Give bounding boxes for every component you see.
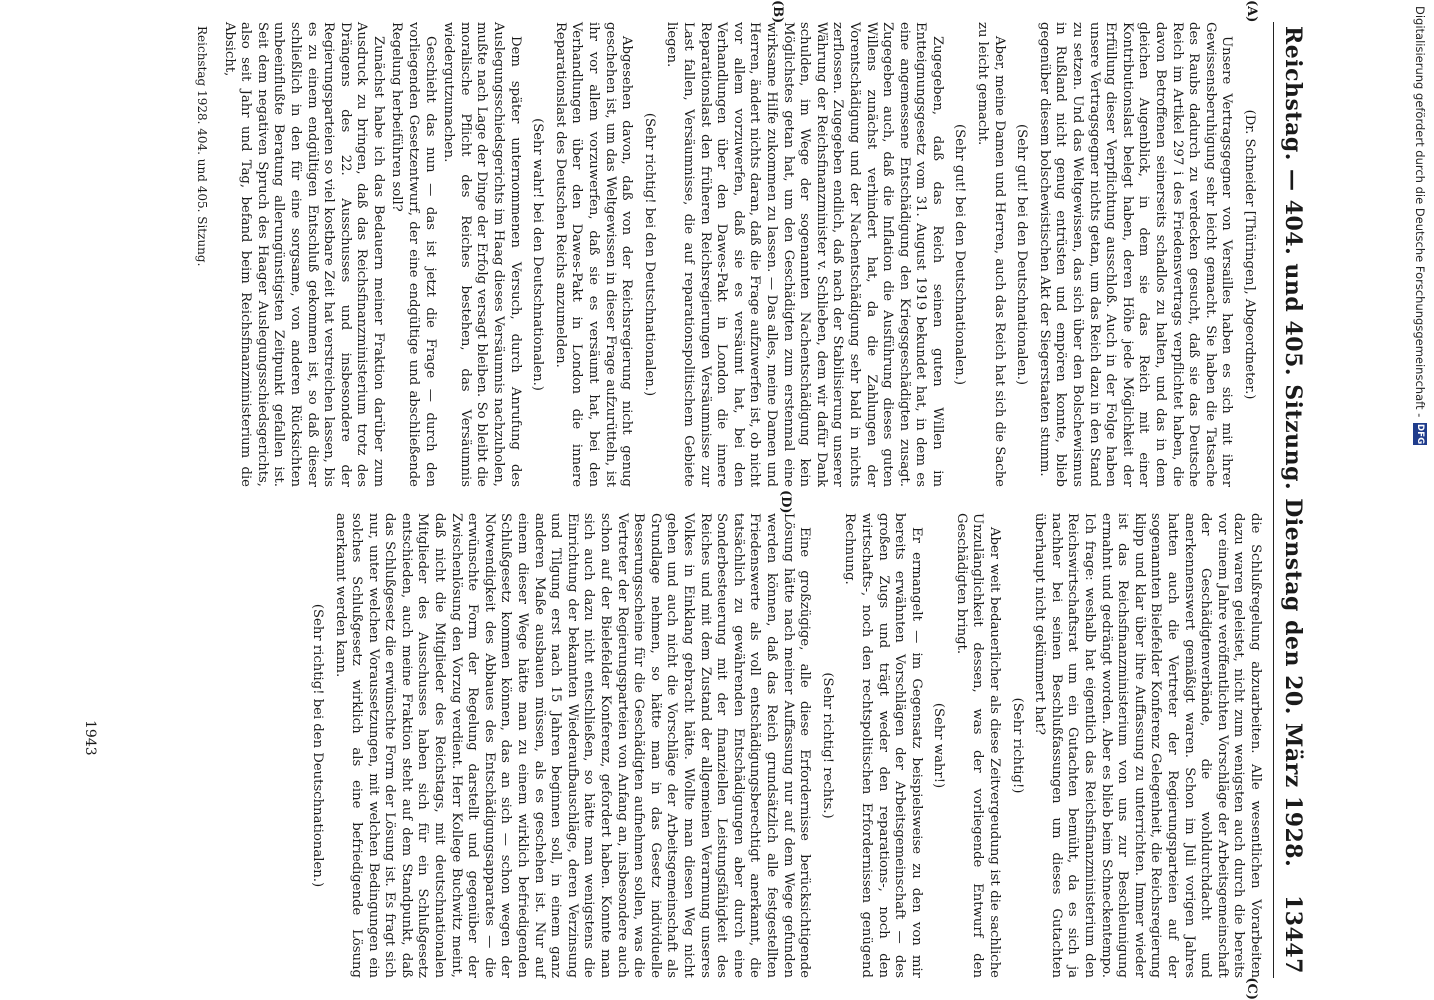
- dfg-logo-icon: DFG: [1415, 424, 1425, 445]
- margin-mark-c: (C): [1244, 977, 1259, 1000]
- page-number: 13447: [1280, 894, 1306, 974]
- interjection: (Sehr wahr! bei den Deutschnationalen.): [530, 118, 546, 391]
- paragraph: Abgesehen davon, daß von der Reichsregierung nicht genug geschehen ist, um das Weltgewissen in dieser Frage aufzurütteln, ist ihr vor allem vorzuwerfen, daß sie es versäumt hat, bei den Verhandlungen über den Dawes-Pakt in London die innere Reparationslast des Deutschen Reichs anzumelden.: [552, 22, 635, 487]
- interjection: (Sehr richtig! bei den Deutschnationalen.): [309, 603, 325, 888]
- footer-session-line: Reichstag 1928. 404. und 405. Sitzung.: [194, 26, 209, 267]
- paragraph: Eine großzügige, alle diese Erfordernisse berücksichtigende Lösung hätte nach meiner Auffassung nur auf dem Wege gefunden werden können, daß das Reich grundsätzlich alle festgestellten Friedenswerte als voll entschädigungsberechtigt anerkannt, die tatsächlich zu gewährenden Entschädigungen aber durch eine Sonderbesteuerung mit der finanziellen Leistungsfähigkeit des Reiches und mit dem Zustand der allgemeinen Verarmung unseres Volkes in Einklang gebracht hätte. Wollte man diesen Weg nicht gehen und auch nicht die Vorschläge der Arbeitsgemeinschaft als Grundlage nehmen, so hätte man in das Gesetz individuelle Besserungsscheine für die Geschädigten aufnehmen sollen, was die Vertreter der Regierungsparteien von Anfang an, insbesondere auch schon auf der Bielefelder Konferenz, gefordert haben. Konnte man sich auch dazu nicht entschließen, so hätte man wenigstens die Einrichtung der bekannten Wiederaufbauschläge, deren Verzinsung und Tilgung erst nach 15 Jahren beginnen soll, in einem ganz anderen Maße ausbauen müssen, als es geschehen ist. Nur auf einem dieser Wege hätte man zu einem wirklich befriedigenden Schlußgesetz kommen können, das an sich — schon wegen der Notwendigkeit des Abbaues des Entschädigungsapparates — die erwünschte Form der Regelung darstellt und gegenüber der Zwischenlösung den Vorzug verdient. Herr Kollege Buchwitz meint, daß nicht die Mitglieder des Reichstags, mit deutschnationalen Mitglieder des Ausschusses haben sich für ein Schlußgesetz entschieden, auch meine Fraktion steht auf dem Standpunkt, daß das Schlußgesetz die erwünschte Form der Lösung ist. Es fragt sich nur, unter welchen Voraussetzungen, mit welchen Bedingungen ein solches Schlußgesetz wirklich als eine befriedigende Lösung anerkannt werden kann.: [332, 513, 813, 978]
- interjection: (Sehr richtig!): [1009, 697, 1025, 794]
- paragraph: Aber weit bedauerlicher als diese Zeitvergeudung ist die sachliche Unzulänglichkeit dessen, was der vorliegende Entwurf den Geschädigten bringt.: [953, 513, 1003, 978]
- margin-mark-b: (B): [770, 0, 785, 24]
- speaker-line: (Dr. Schneider [Thüringen], Abgeordneter.): [1242, 109, 1257, 400]
- paragraph: die Schlußregelung abzuarbeiten. Alle wesentlichen Vorarbeiten dazu waren geleistet, nicht zum wenigsten auch durch die bereits vor einem Jahre veröffentlichten Vorschläge der Arbeitsgemeinschaft der Geschädigtenverbände, die wohldurchdacht und anerkennenswert gemäßigt waren. Schon im Juli vorigen Jahres hatten auch die Vertreter der Regierungsparteien auf der sogenannten Bielefelder Konferenz Gelegenheit, die Reichsregierung klipp und klar über ihre Auffassung zu unterrichten. Immer wieder ist das Reichsfinanzministerium von uns zur Beschleunigung ermahnt und gedrängt worden. Aber es blieb beim Schneckentempo. Ich frage: weshalb hat eigentlich das Reichsfinanzministerium den Reichswirtschaftsrat um ein Gutachten bemüht, da es sich ja nachher bei seinen Beschlußfassungen um dieses Gutachten überhaupt nicht gekümmert hat?: [1032, 513, 1263, 978]
- paragraph: Dem später unternommenen Versuch, durch Anrufung des Auslegungsschiedsgerichts im Haag dieses Versäumnis nachzuholen, mußte nach Lage der Dinge der Erfolg versagt bleiben. So bleibt die moralische Pflicht des Reiches bestehen, das Versäumnis wiedergutzumachen.: [441, 22, 523, 487]
- interjection: (Sehr gut! bei den Deutschnationalen.): [1014, 123, 1030, 386]
- interjection: (Sehr gut! bei den Deutschnationalen.): [952, 123, 968, 386]
- margin-mark-a: (A): [1244, 0, 1259, 23]
- paragraph: Er ermangelt — im Gegensatz beispielsweise zu den von mir bereits erwähnten Vorschlägen der Arbeitsgemeinschaft — des großen Zugs und trägt weder den reparations-, noch den wirtschafts-, noch den rechtspolitischen Erfordernissen genügend Rechnung.: [842, 513, 924, 978]
- interjection: (Sehr richtig! rechts.): [819, 672, 835, 819]
- page-header-title: Reichstag. — 404. und 405. Sitzung. Dienstag den 20. März 1928.: [1280, 26, 1306, 868]
- paragraph: Aber, meine Damen und Herren, auch das Reich hat sich die Sache zu leicht gemacht.: [975, 22, 1007, 487]
- footer-page-number: 1943: [82, 720, 98, 756]
- digitization-credit: [1413, 6, 1427, 445]
- interjection: (Sehr wahr!): [931, 702, 947, 789]
- digitization-strip: [1403, 0, 1434, 1000]
- text-columns: [193, 0, 1263, 1000]
- interjection: (Sehr richtig! bei den Deutschnationalen.): [641, 112, 657, 397]
- paragraph: Zunächst habe ich das Bedauern meiner Fraktion darüber zum Ausdruck zu bringen, daß das Reichsfinanzministerium trotz des Drängens des 22. Ausschusses und insbesondere der Regierungsparteien so viel kostbare Zeit hat verstreichen lassen, bis es zu einem endgültigen Entschluß gekommen ist, so daß dieser schließlich in den für eine sorgsame, von anderen Rücksichten unbeeinflußte Beratung allerungünstigsten Zeitpunkt gefallen ist. Seit dem negativen Spruch des Haager Auslegungsschiedsgerichts, also seit Jahr und Tag, befand beim Reichsfinanzministerium die Absicht,: [221, 22, 386, 487]
- left-column: [193, 22, 1263, 487]
- margin-mark-d: (D): [778, 490, 793, 514]
- right-column: [193, 513, 1263, 978]
- digitization-credit-text: Digitalisierung gefördert durch die Deutsche Forschungsgemeinschaft -: [1413, 6, 1427, 418]
- paragraph: Geschieht das nun — das ist jetzt die Frage — durch den vorliegenden Gesetzentwurf, der eine endgültige und abschließende Regelung herbeiführen soll?: [389, 22, 438, 487]
- paragraph: Unsere Vertragsgegner von Versailles haben es sich mit ihrer Gewissensberuhigung sehr leicht gemacht. Sie haben die Tatsache des Raubs dadurch zu verdecken gesucht, daß sie das Deutsche Reich im Artikel 297 i des Friedensvertrags verpflichtet haben, die davon Betroffenen seinerseits schadlos zu halten, und das in dem gleichen Augenblick, in dem sie das Reich mit einer Kontributionslast belegt haben, deren Höhe jede Möglichkeit der Erfüllung dieser Verpflichtung ausschloß. Auch in der Folge haben unsere Vertragsgegner nichts getan, um das Reich dazu in den Stand zu setzen. Und das Weltgewissen, das sich über den Bolschewismus in Rußland nicht genug entrüsten und empören konnte, blieb gegenüber diesem bolschewistischen Akt der Siegerstaaten stumm.: [1036, 22, 1235, 487]
- paragraph: Zugegeben, daß das Reich seinen guten Willen im Entteignungsgesetz vom 31. August 1919 bekundet hat, in dem es eine angemessene Entschädigung den Kriegsgeschädigten zusagt. Zugegeben auch, daß die Inflation die Ausführung dieses guten Willens zunächst verhindert hat, da die Zahlungen der Vorentschädigung und der Nachentschädigung sehr bald in nichts zerflossen. Zugegeben endlich, daß nach der Stabilisierung unserer Währung der Reichsfinanzminister v. Schlieben, dem wir dafür Dank schulden, im Wege der sogenannten Nachentschädigung kein Möglichstes getan hat, um den Geschädigten zum erstenmal eine wirksame Hilfe zukommen zu lassen. — Das alles, meine Damen und Herren, ändert nichts daran, daß die Frage aufzuwerfen ist, ob nicht vor allem vorzuwerfen, daß sie es versäumt hat, bei den Verhandlungen über den Dawes-Pakt in London die innere Reparationslast den früheren Reichsregierungen Versäumnisse zur Last fallen, Versäumnisse, die auf reparationspolitischem Gebiete liegen.: [664, 22, 945, 487]
- page-header: [1273, 22, 1306, 978]
